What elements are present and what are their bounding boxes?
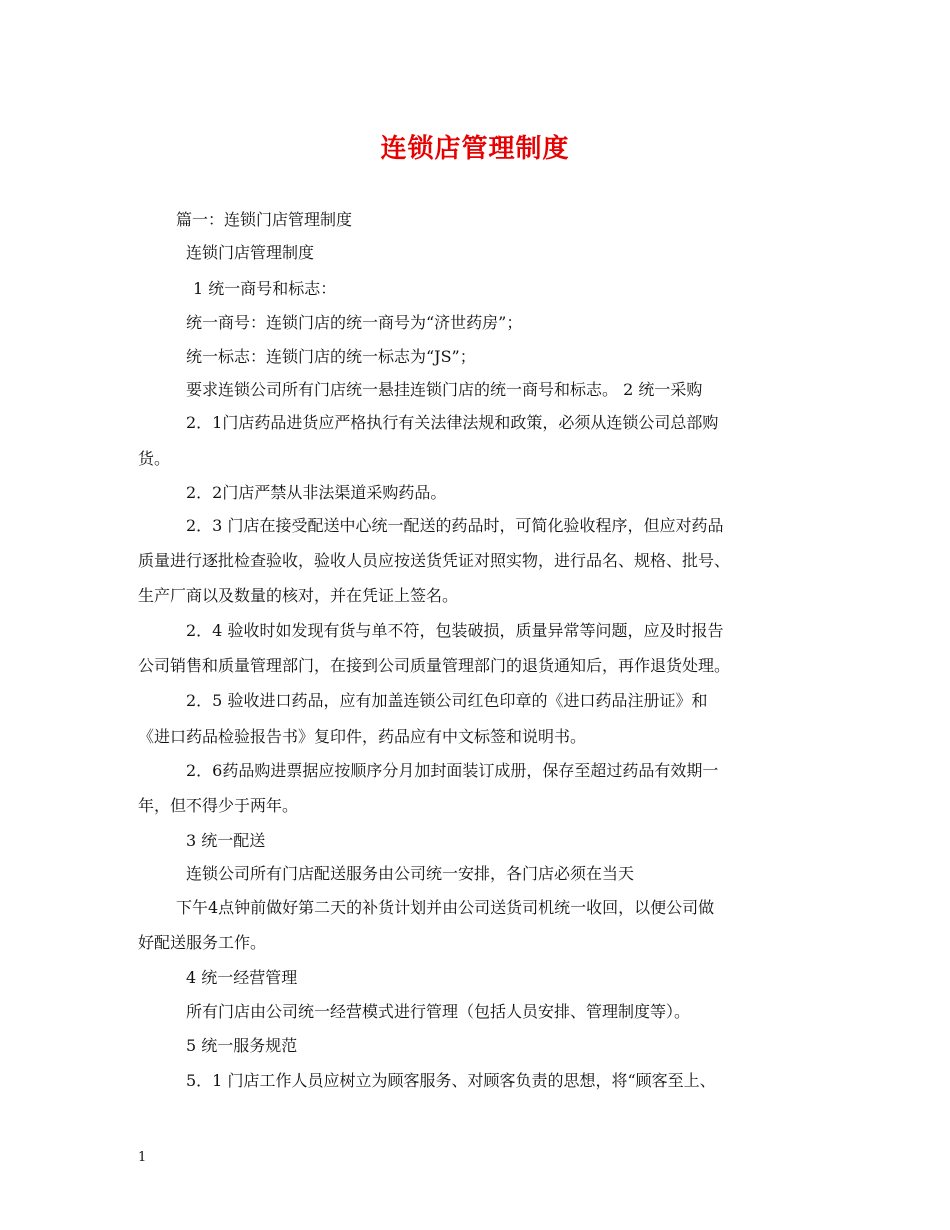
paragraph-line: 1 统一商号和标志： xyxy=(193,279,337,298)
paragraph-line: 3 统一配送 xyxy=(186,831,266,850)
paragraph-line: 5．1 门店工作人员应树立为顾客服务、对顾客负责的思想，将“顾客至上、 xyxy=(186,1071,716,1090)
paragraph-line: 要求连锁公司所有门店统一悬挂连锁门店的统一商号和标志。 2 统一采购 xyxy=(186,380,703,399)
paragraph-line: 2．2门店严禁从非法渠道采购药品。 xyxy=(186,483,447,502)
paragraph-line: 2．4 验收时如发现有货与单不符，包装破损，质量异常等问题，应及时报告 xyxy=(186,621,724,640)
paragraph-line: 年，但不得少于两年。 xyxy=(138,796,299,815)
paragraph-line: 2．3 门店在接受配送中心统一配送的药品时，可简化验收程序，但应对药品 xyxy=(186,516,724,535)
paragraph-line: 4 统一经营管理 xyxy=(186,968,298,987)
paragraph-line: 统一商号：连锁门店的统一商号为“济世药房”； xyxy=(186,313,523,332)
paragraph-line: 《进口药品检验报告书》复印件，药品应有中文标签和说明书。 xyxy=(138,727,587,746)
paragraph-line: 质量进行逐批检查验收，验收人员应按送货凭证对照实物，进行品名、规格、批号、 xyxy=(138,551,731,570)
paragraph-line: 所有门店由公司统一经营模式进行管理（包括人员安排、管理制度等）。 xyxy=(186,1002,691,1021)
paragraph-line: 好配送服务工作。 xyxy=(138,933,267,952)
paragraph-line: 篇一：连锁门店管理制度 xyxy=(176,210,353,229)
document-title: 连锁店管理制度 xyxy=(380,134,570,164)
paragraph-line: 5 统一服务规范 xyxy=(186,1036,298,1055)
paragraph-line: 下午4点钟前做好第二天的补货计划并由公司送货司机统一收回，以便公司做 xyxy=(176,898,715,917)
paragraph-line: 生产厂商以及数量的核对，并在凭证上签名。 xyxy=(138,586,459,605)
paragraph-line: 连锁公司所有门店配送服务由公司统一安排，各门店必须在当天 xyxy=(186,864,635,883)
paragraph-line: 统一标志：连锁门店的统一标志为“JS”； xyxy=(186,347,476,366)
paragraph-line: 2．6药品购进票据应按顺序分月加封面装订成册，保存至超过药品有效期一 xyxy=(186,761,719,780)
paragraph-line: 连锁门店管理制度 xyxy=(186,243,315,262)
paragraph-line: 货。 xyxy=(138,449,171,468)
paragraph-line: 公司销售和质量管理部门，在接到公司质量管理部门的退货通知后，再作退货处理。 xyxy=(138,656,731,675)
paragraph-line: 2．5 验收进口药品，应有加盖连锁公司红色印章的《进口药品注册证》和 xyxy=(186,691,708,710)
paragraph-line: 2．1门店药品进货应严格执行有关法律法规和政策，必须从连锁公司总部购 xyxy=(186,413,719,432)
page-number: 1 xyxy=(138,1150,147,1165)
